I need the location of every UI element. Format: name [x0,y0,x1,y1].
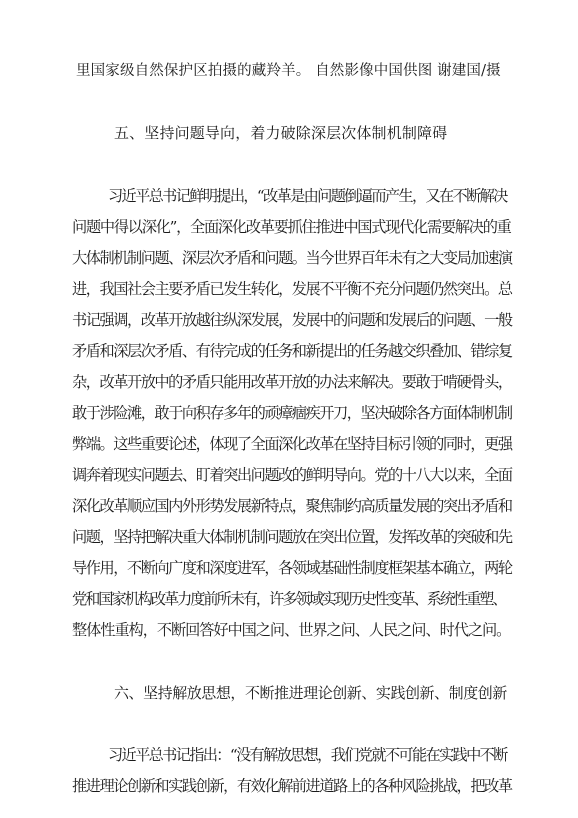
paragraph-line: 整体性重构，不断回答好中国之问、世界之问、人民之问、时代之问。 [72,621,511,639]
paragraph-line: 书记强调，改革开放越往纵深发展，发展中的问题和发展后的问题、一般 [72,311,512,329]
paragraph-line: 习近平总书记鲜明提出，“改革是由问题倒逼而产生，又在不断解决 [108,187,507,205]
paragraph-line: 党和国家机构改革力度前所未有，许多领域实现历史性变革、系统性重塑、 [72,590,506,608]
paragraph-line: 敢于涉险滩，敢于向积存多年的顽瘴痼疾开刀，坚决破除各方面体制机制 [72,404,512,422]
paragraph-line: 矛盾和深层次矛盾、有待完成的任务和新提出的任务越交织叠加、错综复 [72,342,512,360]
paragraph-line: 导作用，不断向广度和深度进军，各领域基础性制度框架基本确立，两轮 [72,559,512,577]
paragraph-line: 进，我国社会主要矛盾已发生转化，发展不平衡不充分问题仍然突出。总 [72,280,512,298]
paragraph-line: 问题中得以深化”，全面深化改革要抓住推进中国式现代化需要解决的重 [72,218,511,236]
paragraph-line: 问题，坚持把解决重大体制机制问题放在突出位置，发挥改革的突破和先 [72,528,512,546]
paragraph-line: 习近平总书记指出：“没有解放思想，我们党就不可能在实践中不断 [108,746,507,764]
section-heading-5: 五、坚持问题导向，着力破除深层次体制机制障碍 [114,124,448,142]
paragraph-line: 杂，改革开放中的矛盾只能用改革开放的办法来解决。要敢于啃硬骨头， [72,373,512,391]
photo-caption: 里国家级自然保护区拍摄的藏羚羊。 自然影像中国供图 谢建国/摄 [76,63,501,79]
paragraph-line: 大体制机制问题、深层次矛盾和问题。当今世界百年未有之大变局加速演 [72,249,512,267]
paragraph-line: 深化改革顺应国内外形势发展新特点，聚焦制约高质量发展的突出矛盾和 [72,497,512,515]
paragraph-line: 弊端。这些重要论述，体现了全面深化改革在坚持目标引领的同时，更强 [72,435,512,453]
paragraph-line: 推进理论创新和实践创新，有效化解前进道路上的各种风险挑战，把改革 [72,777,512,795]
paragraph-line: 调奔着现实问题去、盯着突出问题改的鲜明导向。党的十八大以来，全面 [72,466,512,484]
section-heading-6: 六、坚持解放思想，不断推进理论创新、实践创新、制度创新 [114,684,507,702]
